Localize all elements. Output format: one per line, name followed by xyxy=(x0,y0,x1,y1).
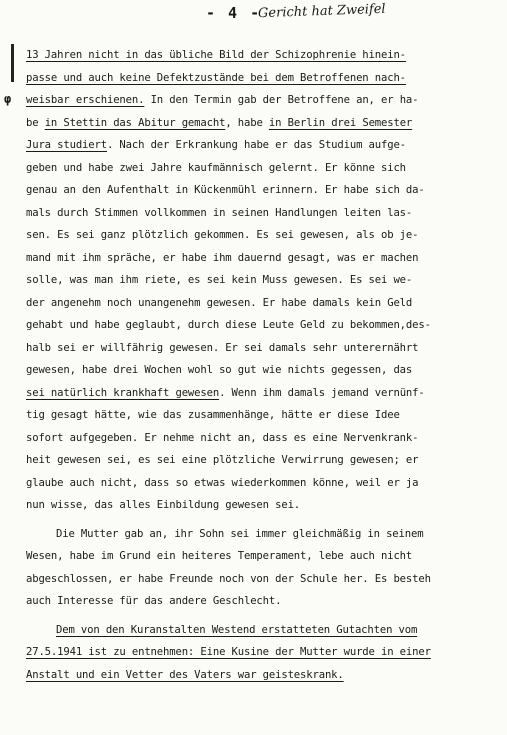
text-run: Wesen, habe im Grund ein heiteres Temperament, lebe auch nicht xyxy=(26,550,413,562)
text-line xyxy=(26,112,494,135)
text-run: auch Interesse für das andere Geschlecht. xyxy=(26,595,282,607)
text-run: halb sei er willfährig gewesen. Er sei damals sehr unterernährt xyxy=(26,341,419,354)
text-line xyxy=(26,89,494,112)
page-number: - 4 - xyxy=(206,4,262,22)
text-line xyxy=(26,664,494,687)
text-run: . Wenn ihm damals jemand vernünf- xyxy=(219,386,425,399)
text-line xyxy=(26,545,494,568)
text-line xyxy=(26,382,494,405)
text-line xyxy=(26,157,494,180)
text-line xyxy=(26,523,494,546)
handwritten-annotation: Gericht hat Zweifel xyxy=(257,1,386,22)
text-line xyxy=(26,269,494,292)
text-line xyxy=(26,292,494,315)
text-line xyxy=(26,134,494,157)
underlined-phrase: in Berlin drei Semester xyxy=(268,116,413,129)
text-line xyxy=(26,472,494,495)
text-run: Die Mutter gab an, ihr Sohn sei immer gleichmäßig in seinem xyxy=(56,527,424,540)
text-run: glaube auch nicht, dass so etwas wiederkommen könne, weil er ja xyxy=(26,476,419,489)
underlined-phrase: 13 Jahren nicht in das übliche Bild der Schizophrenie hinein- xyxy=(26,49,406,61)
text-run: sen. Es sei ganz plötzlich gekommen. Es sei gewesen, als ob je- xyxy=(26,229,419,241)
underlined-phrase: Dem von den Kuranstalten Westend erstatteten Gutachten vom xyxy=(56,623,418,636)
text-run: In den Termin gab der Betroffene an, er ha- xyxy=(144,94,419,106)
text-run: mand mit ihm spräche, er habe ihm dauernd gesagt, was er machen xyxy=(26,251,419,264)
text-run: sofort aufgegeben. Er nehme nicht an, dass es eine Nervenkrank- xyxy=(26,431,419,444)
text-line xyxy=(26,449,494,472)
text-line xyxy=(26,314,494,337)
margin-symbol: φ xyxy=(4,92,12,106)
text-run: be xyxy=(26,116,45,129)
margin-marker-bar xyxy=(11,44,14,82)
underlined-phrase: 27.5.1941 ist zu entnehmen: Eine Kusine der Mutter wurde in einer xyxy=(26,646,431,658)
text-run: nun wisse, das alles Einbildung gewesen sei. xyxy=(26,499,301,511)
text-line xyxy=(26,179,494,202)
text-line xyxy=(26,590,494,613)
text-run: gewesen, habe drei Wochen wohl so gut wie nichts gegessen, das xyxy=(26,364,413,376)
text-line xyxy=(26,224,494,247)
text-line xyxy=(26,337,494,360)
text-run: solle, was man ihm riete, es sei kein Muss gewesen. Es sei we- xyxy=(26,274,413,286)
text-line xyxy=(26,359,494,382)
text-run: , habe xyxy=(225,116,269,129)
text-run: genau an den Aufenthalt in Kückenmühl erinnern. Er habe sich da- xyxy=(26,184,425,196)
text-line xyxy=(26,641,494,664)
text-run: abgeschlossen, er habe Freunde noch von der Schule her. Es besteh xyxy=(26,572,431,585)
text-line xyxy=(26,67,494,90)
underlined-phrase: in Stettin das Abitur gemacht xyxy=(44,116,226,129)
text-run: heit gewesen sei, es sei eine plötzliche Verwirrung gewesen; er xyxy=(26,454,419,466)
text-run: mals durch Stimmen vollkommen in seinen Handlungen leiten las- xyxy=(26,206,413,219)
text-line xyxy=(26,427,494,450)
text-line xyxy=(26,404,494,427)
text-line xyxy=(26,494,494,517)
text-run: tig gesagt hätte, wie das zusammenhänge, hätte er diese Idee xyxy=(26,409,400,421)
text-line xyxy=(26,202,494,225)
text-line xyxy=(26,619,494,642)
text-run: gehabt und habe geglaubt, durch diese Leute Geld zu bekommen,des- xyxy=(26,319,431,331)
text-line xyxy=(26,247,494,270)
underlined-phrase: Jura studiert xyxy=(26,139,107,151)
text-run: . Nach der Erkrankung habe er das Studium aufge- xyxy=(106,139,406,151)
text-run: geben und habe zwei Jahre kaufmännisch gelernt. Er könne sich xyxy=(26,161,406,174)
typewritten-body xyxy=(26,44,494,686)
underlined-phrase: Anstalt und ein Vetter des Vaters war geisteskrank. xyxy=(26,668,344,681)
text-line xyxy=(26,44,494,67)
text-line xyxy=(26,568,494,591)
underlined-phrase: passe und auch keine Defektzustände bei dem Betroffenen nach- xyxy=(26,71,406,84)
underlined-phrase: sei natürlich krankhaft gewesen xyxy=(26,386,220,399)
underlined-phrase: weisbar erschienen. xyxy=(26,94,145,106)
text-run: der angenehm noch unangenehm gewesen. Er habe damals kein Geld xyxy=(26,296,413,309)
